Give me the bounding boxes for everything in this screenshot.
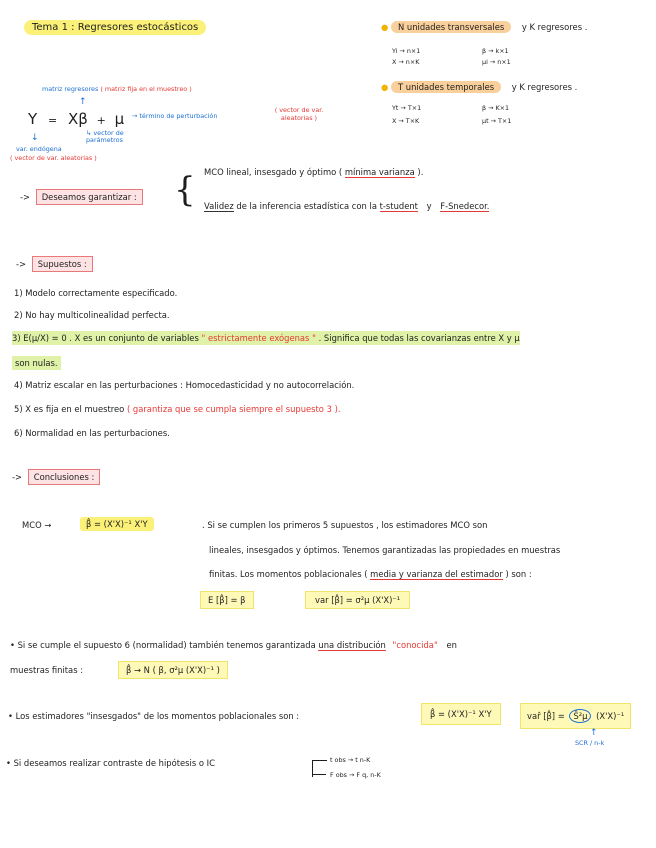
desired-tstudent: t-student: [379, 201, 418, 211]
supuestos-arrow: ->: [16, 259, 27, 269]
variance-box: var [β̂] = σ²μ (X'X)⁻¹: [305, 591, 410, 609]
desired-label: Deseamos garantizar :: [36, 189, 143, 205]
n-dims-block: [392, 47, 552, 66]
t-dims-block: [392, 104, 552, 125]
supuesto-5-note: ( garantiza que se cumpla siempre el supuesto 3 ).: [126, 404, 341, 414]
desired-line1-post: ).: [417, 167, 424, 177]
n-units-label: N unidades transversales: [391, 21, 511, 33]
curved-arrow-icon: ↳: [86, 129, 94, 137]
conclusion-text-1: . Si se cumplen los primeros 5 supuestos , los estimadores MCO son: [202, 520, 488, 530]
regressors-note: ( matriz fija en el muestreo ): [100, 85, 192, 93]
bullet-1-post: en: [446, 640, 457, 650]
conclusion-text-3-underlined: media y varianza del estimador: [370, 569, 503, 579]
t-units-suffix: y K regresores .: [511, 82, 578, 92]
supuesto-5: [14, 404, 341, 414]
supuesto-3-pre: 3) E(μ/X) = 0 . X es un conjunto de variables: [12, 333, 199, 343]
n-units-line: [381, 22, 587, 32]
conclusiones-header: [12, 472, 100, 482]
n-dim-x: X → n×K: [392, 58, 420, 66]
n-dim-y: Yi → n×1: [392, 47, 421, 55]
n-units-suffix: y K regresores .: [521, 22, 588, 32]
desired-line-1: [204, 167, 423, 177]
conclusiones-arrow: ->: [12, 472, 23, 482]
param-label: vector de parámetros: [86, 129, 124, 145]
var-hat-post: (X'X)⁻¹: [596, 711, 625, 721]
beta-hat-box: β̂ = (X'X)⁻¹ X'Y: [421, 703, 501, 725]
supuestos-label: Supuestos :: [32, 256, 93, 272]
t-obs: t obs → t n-K: [330, 756, 371, 764]
supuesto-3-tail: son nulas.: [12, 356, 61, 370]
conclusion-text-3: [209, 569, 532, 579]
desired-line1-underlined: mínima varianza: [344, 167, 415, 177]
eq-y: Y: [28, 110, 38, 128]
bullet-1-known: "conocida": [392, 640, 438, 650]
conclusion-text-2: lineales, insesgados y óptimos. Tenemos garantizadas las propiedades en muestras: [209, 545, 561, 555]
t-dim-y: Yt → T×1: [392, 104, 422, 112]
bullet-1-underlined: una distribución: [318, 640, 386, 650]
t-units-label: T unidades temporales: [391, 81, 501, 93]
regressors-label: matriz regresores: [42, 85, 99, 93]
t-dim-x: X → T×K: [392, 117, 420, 125]
supuesto-3: [12, 333, 652, 343]
eq-xbeta: Xβ: [67, 110, 88, 128]
s2-circle: Ŝ²μ: [569, 709, 591, 723]
eq-equals: =: [47, 114, 58, 127]
t-dim-beta: β → K×1: [482, 104, 510, 112]
supuesto-3-post: . Significa que todas las covarianzas entre X y μ: [318, 333, 520, 343]
arrow-right-icon: →: [132, 112, 140, 120]
supuesto-3-line: [12, 331, 520, 345]
desired-arrow: ->: [20, 192, 31, 202]
arrow-up-icon: ↑: [590, 728, 598, 738]
param-annotation: [86, 130, 156, 145]
error-annotation: [132, 112, 217, 120]
supuesto-5-pre: 5) X es fija en el muestreo: [14, 404, 125, 414]
desired-section: [20, 192, 143, 202]
desired-fsnedecor: F-Snedecor.: [440, 201, 490, 211]
page-title: [24, 20, 206, 35]
bullet-unbiased: • Los estimadores "insesgados" de los momentos poblacionales son :: [8, 711, 300, 721]
bullet-hypothesis: • Si deseamos realizar contraste de hipótesis o IC: [6, 758, 215, 768]
var-hat-pre: var̂ [β̂] =: [527, 711, 565, 721]
desired-line2-text: de la inferencia estadística con la: [236, 201, 377, 211]
var-hat-box: [520, 703, 631, 729]
arrow-down-icon: ↓: [31, 133, 39, 143]
regressors-annotation: [42, 85, 192, 93]
mco-estimator: β̂ = (X'X)⁻¹ X'Y: [80, 517, 154, 531]
expectation-box: E [β̂] = β: [200, 591, 254, 609]
error-note: ( vector de var. aleatorias ): [274, 106, 324, 122]
scr-note: SCR / n-k: [575, 739, 605, 747]
supuesto-2: 2) No hay multicolinealidad perfecta.: [14, 310, 170, 320]
t-dim-mu: μt → T×1: [482, 117, 512, 125]
bullet-normality: [10, 640, 457, 650]
eq-plus: +: [96, 114, 106, 127]
desired-line1-pre: MCO lineal, insesgado y óptimo (: [204, 167, 343, 177]
endog-label: var. endógena: [16, 145, 62, 153]
model-equation: [28, 110, 124, 128]
conclusiones-label: Conclusiones :: [28, 469, 101, 485]
bullet-dot: ●: [381, 22, 391, 32]
desired-validez: Validez: [204, 201, 234, 211]
supuestos-header: [16, 259, 93, 269]
arrow-up-icon: ↑: [79, 97, 87, 107]
title-text: Tema 1 : Regresores estocásticos: [32, 22, 199, 33]
brace-icon: {: [174, 170, 196, 210]
bullet-1-pre: • Si se cumple el supuesto 6 (normalidad) también tenemos garantizada: [10, 640, 316, 650]
bullet-dot: ●: [381, 82, 391, 92]
f-obs: F obs → F q, n-K: [330, 771, 381, 779]
error-label: término de perturbación: [139, 112, 218, 120]
supuesto-1: 1) Modelo correctamente especificado.: [14, 288, 178, 298]
eq-mu: μ: [114, 110, 125, 128]
desired-line-2: [204, 201, 489, 211]
supuesto-6: 6) Normalidad en las perturbaciones.: [14, 428, 170, 438]
bullet-1-line2: muestras finitas :: [10, 665, 84, 675]
mco-label: MCO →: [22, 520, 52, 530]
supuesto-4: 4) Matriz escalar en las perturbaciones : Homocedasticidad y no autocorrelación.: [14, 380, 355, 390]
desired-and: y: [426, 201, 432, 211]
branch-line: [312, 774, 326, 775]
endog-note: ( vector de var. aleatorias ): [10, 154, 97, 162]
conclusion-text-3-post: ) son :: [505, 569, 532, 579]
supuesto-3-quote: " estrictamente exógenas ": [201, 333, 316, 343]
n-dim-beta: β → k×1: [482, 47, 509, 55]
t-units-line: [381, 82, 577, 92]
conclusion-text-3-pre: finitas. Los momentos poblacionales (: [209, 569, 368, 579]
distribution-box: β̂ → N ( β, σ²μ (X'X)⁻¹ ): [118, 661, 228, 679]
n-dim-mu: μi → n×1: [482, 58, 511, 66]
